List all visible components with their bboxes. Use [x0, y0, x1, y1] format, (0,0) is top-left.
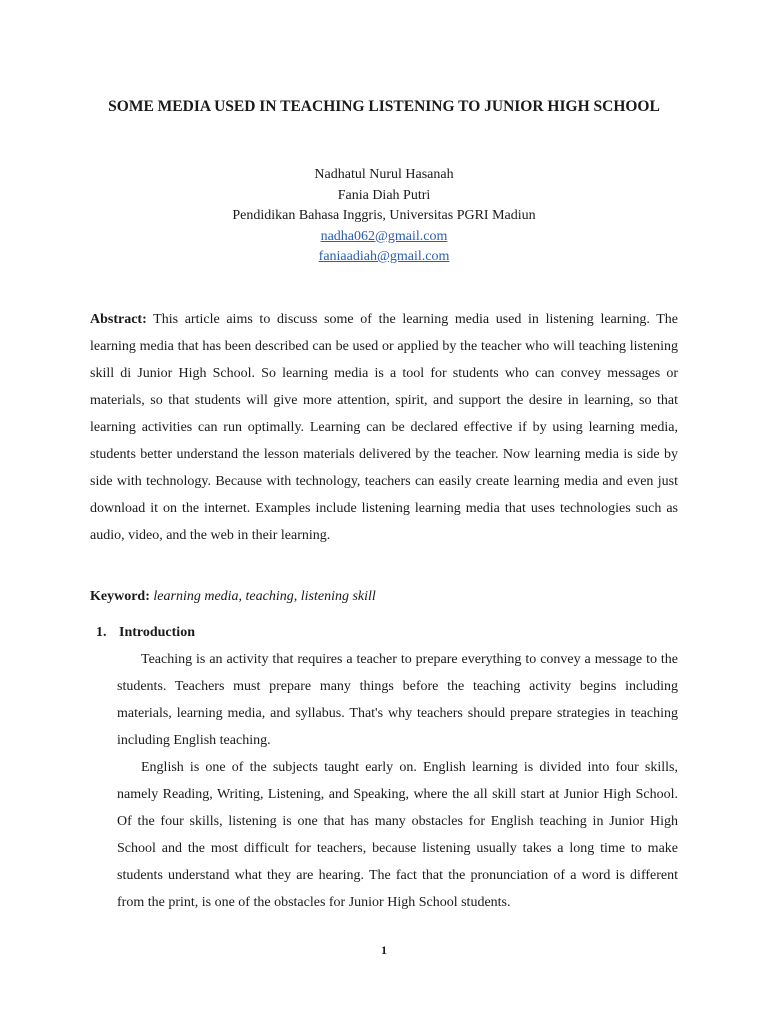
email-link[interactable]: nadha062@gmail.com: [320, 228, 448, 244]
email-link[interactable]: faniaadiah@gmail.com: [318, 249, 450, 264]
author-name: Fania Diah Putri: [337, 187, 431, 203]
affiliation: Pendidikan Bahasa Inggris, Universitas PGRI Madiun: [232, 208, 536, 223]
keyword-label: Keyword:: [90, 589, 150, 604]
paragraph: Teaching is an activity that requires a teacher to prepare everything to convey a message to the students. Teachers must prepare many things before the teaching activity begins including materials, learning media, and syllabus. That's why teachers should prepare strategies in teaching including English teaching.: [117, 652, 678, 748]
paper-title: SOME MEDIA USED IN TEACHING LISTENING TO JUNIOR HIGH SCHOOL: [108, 98, 660, 115]
author-block: [90, 165, 678, 268]
author-name: Nadhatul Nurul Hasanah: [314, 167, 454, 182]
abstract-label: Abstract:: [90, 312, 147, 327]
introduction-body: [117, 646, 678, 916]
abstract-text: This article aims to discuss some of the learning media used in listening learning. The learning media that has been described can be used or applied by the teacher who will teaching listening skill di Junior High School. So learning media is a tool for students who can convey messages or materials, so that students will give more attention, spirit, and support the desire in learning, so that learning activities can run optimally. Learning can be declared effective if by using learning media, students better understand the lesson materials delivered by the teacher. Now learning media is side by side with technology. Because with technology, teachers can easily create learning media and even just download it on the internet. Examples include listening learning media that uses technologies such as audio, video, and the web in their learning.: [90, 312, 678, 543]
paragraph: English is one of the subjects taught early on. English learning is divided into four skills, namely Reading, Writing, Listening, and Speaking, where the all skill start at Junior High School. Of the four skills, listening is one that has many obstacles for English teaching in Junior High School and the most difficult for teachers, because listening usually takes a long time to make students understand what they are hearing. The fact that the pronunciation of a word is different from the print, is one of the obstacles for Junior High School students.: [117, 760, 678, 910]
keywords: [90, 583, 678, 610]
page-number: 1: [381, 943, 387, 957]
section-title: Introduction: [119, 625, 195, 640]
abstract: [90, 306, 678, 549]
keyword-list: learning media, teaching, listening skill: [153, 589, 376, 604]
section-number: 1.: [96, 625, 107, 640]
section-heading: [96, 619, 195, 646]
